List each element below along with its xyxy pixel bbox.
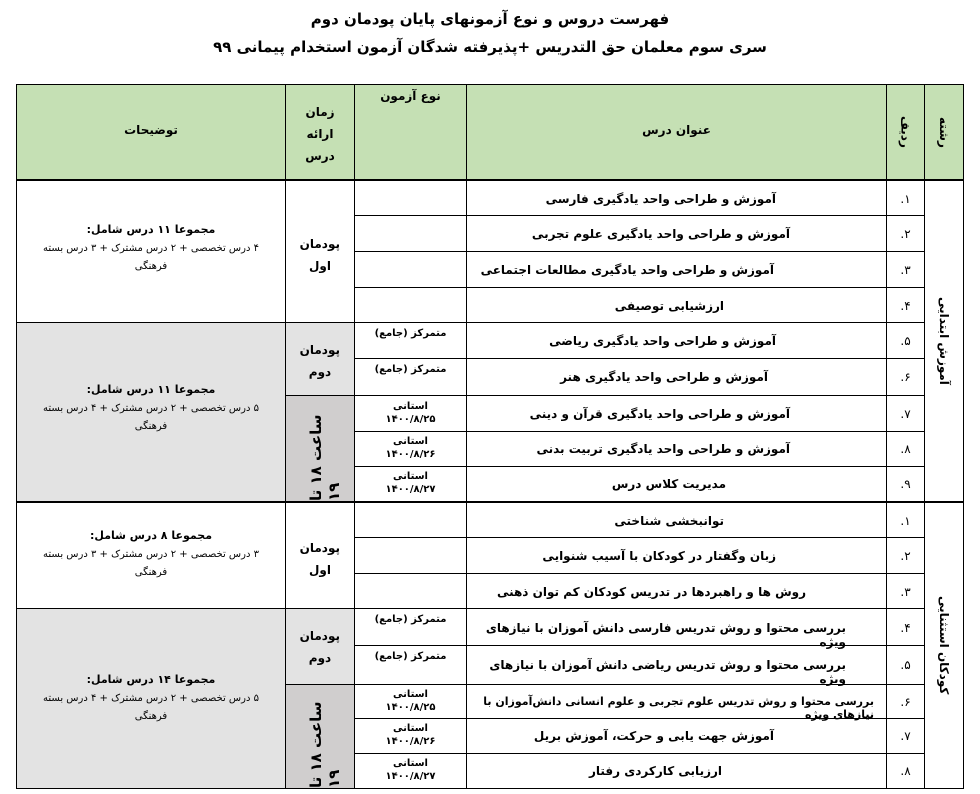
- module-cell: [285, 179, 355, 323]
- row-num-cell: [886, 466, 925, 502]
- row-num-cell: [886, 537, 925, 574]
- header-course-label: عنوان درس: [642, 123, 711, 137]
- header-course: [466, 84, 887, 180]
- header-offer-time-label: زمان ارائه درس: [305, 105, 335, 163]
- header-row: [886, 84, 925, 180]
- row-number: ۲.: [900, 549, 911, 563]
- course-title: آموزش و طراحی واحد یادگیری فارسی: [545, 192, 776, 206]
- time-cell: [285, 684, 355, 789]
- desc-cell: [16, 608, 286, 789]
- course-title: زبان وگفتار در کودکان با آسیب شنوایی: [542, 549, 776, 563]
- course-title: آموزش و طراحی واحد یادگیری قرآن و دینی: [529, 407, 790, 421]
- row-num-cell: [886, 645, 925, 685]
- course-cell: [466, 718, 887, 754]
- time-cell: [285, 395, 355, 502]
- exam-type: متمرکز (جامع): [374, 328, 447, 339]
- row-num-cell: [886, 718, 925, 754]
- course-title: آموزش و طراحی واحد یادگیری علوم تجربی: [531, 227, 790, 241]
- course-title: بررسی محتوا و روش تدریس علوم تجربی و علوم انسانی دانش‌آموزان با نیازهای ویژه: [483, 695, 874, 721]
- course-cell: [466, 466, 887, 502]
- row-number: ۹.: [900, 477, 911, 491]
- exam-type: متمرکز (جامع): [374, 614, 447, 625]
- header-field-label: رشته: [937, 116, 951, 148]
- course-title: مدیریت کلاس درس: [611, 477, 726, 491]
- row-num-cell: [886, 251, 925, 288]
- course-cell: [466, 537, 887, 574]
- module-label: پودمان دوم: [299, 343, 340, 379]
- row-num-cell: [886, 287, 925, 323]
- course-cell: [466, 215, 887, 252]
- row-number: ۳.: [900, 263, 911, 277]
- row-number: ۲.: [900, 227, 911, 241]
- time-label: ساعت ۱۸ تا ۱۹: [307, 701, 343, 788]
- course-title: ارزیابی کارکردی رفتار: [588, 764, 722, 778]
- module-label: پودمان اول: [299, 237, 340, 273]
- header-exam-type-label: نوع آزمون: [380, 89, 441, 103]
- row-number: ۷.: [900, 407, 911, 421]
- exam-type: متمرکز (جامع): [374, 364, 447, 375]
- header-row-label: ردیف: [898, 116, 913, 148]
- desc-cell: [16, 501, 286, 609]
- exam-cell: [354, 753, 467, 789]
- row-number: ۴.: [900, 621, 911, 635]
- field-label-exceptional: کودکان استثنایی: [937, 595, 951, 695]
- module-label: پودمان اول: [299, 541, 340, 577]
- row-number: ۶.: [900, 370, 911, 384]
- module-cell: [285, 608, 355, 685]
- exam-cell: [354, 718, 467, 754]
- row-number: ۱.: [900, 192, 911, 206]
- row-num-cell: [886, 395, 925, 432]
- exam-cell: [354, 537, 467, 574]
- group-summary: مجموعا ۱۱ درس شامل: ۴ درس تخصصی + ۲ درس مشترک + ۳ درس بسته فرهنگی: [43, 223, 259, 272]
- course-title: ارزشیابی توصیفی: [614, 299, 724, 313]
- row-number: ۶.: [900, 695, 911, 709]
- page-title: فهرست دروس و نوع آزمونهای پایان پودمان دوم: [310, 10, 670, 28]
- exam-cell: [354, 431, 467, 467]
- exam-type: استانی ۱۴۰۰/۸/۲۷: [385, 471, 436, 495]
- exam-cell: [354, 215, 467, 252]
- exam-cell: [354, 684, 467, 719]
- course-cell: [466, 753, 887, 789]
- exam-cell: [354, 608, 467, 646]
- course-cell: [466, 251, 887, 288]
- course-cell: [466, 287, 887, 323]
- page-subtitle: سری سوم معلمان حق التدریس +پذیرفته شدگان آزمون استخدام پیمانی ۹۹: [213, 38, 767, 56]
- exam-type: استانی ۱۴۰۰/۸/۲۵: [385, 401, 436, 425]
- header-offer-time: [285, 84, 355, 180]
- course-title: توانبخشی شناختی: [614, 514, 724, 528]
- course-cell: [466, 573, 887, 609]
- course-title: بررسی محتوا و روش تدریس ریاضی دانش آموزان با نیازهای ویژه: [489, 658, 846, 686]
- group-summary: مجموعا ۱۴ درس شامل: ۵ درس تخصصی + ۲ درس مشترک + ۴ درس بسته فرهنگی: [43, 673, 259, 722]
- row-num-cell: [886, 501, 925, 538]
- course-cell: [466, 322, 887, 359]
- row-number: ۳.: [900, 585, 911, 599]
- exam-cell: [354, 645, 467, 685]
- row-num-cell: [886, 573, 925, 609]
- desc-cell: [16, 322, 286, 502]
- row-num-cell: [886, 358, 925, 396]
- header-field: [924, 84, 964, 180]
- course-title: آموزش و طراحی واحد یادگیری مطالعات اجتماعی: [480, 263, 774, 277]
- exam-cell: [354, 395, 467, 432]
- course-cell: [466, 358, 887, 396]
- header-desc-label: توضیحات: [124, 123, 178, 137]
- row-number: ۱.: [900, 514, 911, 528]
- row-number: ۸.: [900, 442, 911, 456]
- exam-cell: [354, 573, 467, 609]
- row-num-cell: [886, 179, 925, 216]
- exam-cell: [354, 322, 467, 359]
- row-num-cell: [886, 215, 925, 252]
- header-exam-type: [354, 84, 467, 180]
- exam-cell: [354, 179, 467, 216]
- course-title: روش ها و راهبردها در تدریس کودکان کم توان ذهنی: [496, 585, 806, 599]
- exam-cell: [354, 251, 467, 288]
- exam-cell: [354, 287, 467, 323]
- course-cell: [466, 431, 887, 467]
- field-cell-exceptional: [924, 501, 964, 789]
- course-title: آموزش جهت یابی و حرکت، آموزش بریل: [533, 729, 774, 743]
- course-cell: [466, 684, 887, 719]
- course-title: آموزش و طراحی واحد یادگیری ریاضی: [549, 334, 776, 348]
- course-title: آموزش و طراحی واحد یادگیری هنر: [560, 370, 768, 384]
- exam-type: استانی ۱۴۰۰/۸/۲۵: [385, 689, 436, 713]
- desc-cell: [16, 179, 286, 323]
- row-number: ۸.: [900, 764, 911, 778]
- exam-type: متمرکز (جامع): [374, 651, 447, 662]
- row-num-cell: [886, 608, 925, 646]
- row-number: ۷.: [900, 729, 911, 743]
- exam-type: استانی ۱۴۰۰/۸/۲۶: [385, 723, 436, 747]
- time-label: ساعت ۱۸ تا ۱۹: [307, 414, 343, 501]
- course-title: بررسی محتوا و روش تدریس فارسی دانش آموزان با نیازهای ویژه: [485, 621, 846, 649]
- row-num-cell: [886, 322, 925, 359]
- row-num-cell: [886, 753, 925, 789]
- module-cell: [285, 501, 355, 609]
- course-cell: [466, 608, 887, 649]
- row-number: ۵.: [900, 658, 911, 672]
- group-summary: مجموعا ۸ درس شامل: ۳ درس تخصصی + ۲ درس مشترک + ۳ درس بسته فرهنگی: [43, 529, 259, 578]
- row-num-cell: [886, 684, 925, 719]
- group-summary: مجموعا ۱۱ درس شامل: ۵ درس تخصصی + ۲ درس مشترک + ۴ درس بسته فرهنگی: [43, 383, 259, 432]
- course-cell: [466, 645, 887, 685]
- row-num-cell: [886, 431, 925, 467]
- course-title: آموزش و طراحی واحد یادگیری تربیت بدنی: [536, 442, 790, 456]
- exam-cell: [354, 501, 467, 538]
- module-cell: [285, 322, 355, 396]
- field-label-primary: آموزش ابتدایی: [937, 296, 951, 385]
- course-cell: [466, 501, 887, 538]
- exam-type: استانی ۱۴۰۰/۸/۲۷: [385, 758, 436, 782]
- field-cell-primary: [924, 179, 964, 502]
- row-number: ۴.: [900, 299, 911, 313]
- course-cell: [466, 395, 887, 432]
- exam-type: استانی ۱۴۰۰/۸/۲۶: [385, 436, 436, 460]
- module-label: پودمان دوم: [299, 629, 340, 665]
- course-cell: [466, 179, 887, 216]
- header-desc: [16, 84, 286, 180]
- exam-cell: [354, 358, 467, 396]
- exam-cell: [354, 466, 467, 502]
- row-number: ۵.: [900, 334, 911, 348]
